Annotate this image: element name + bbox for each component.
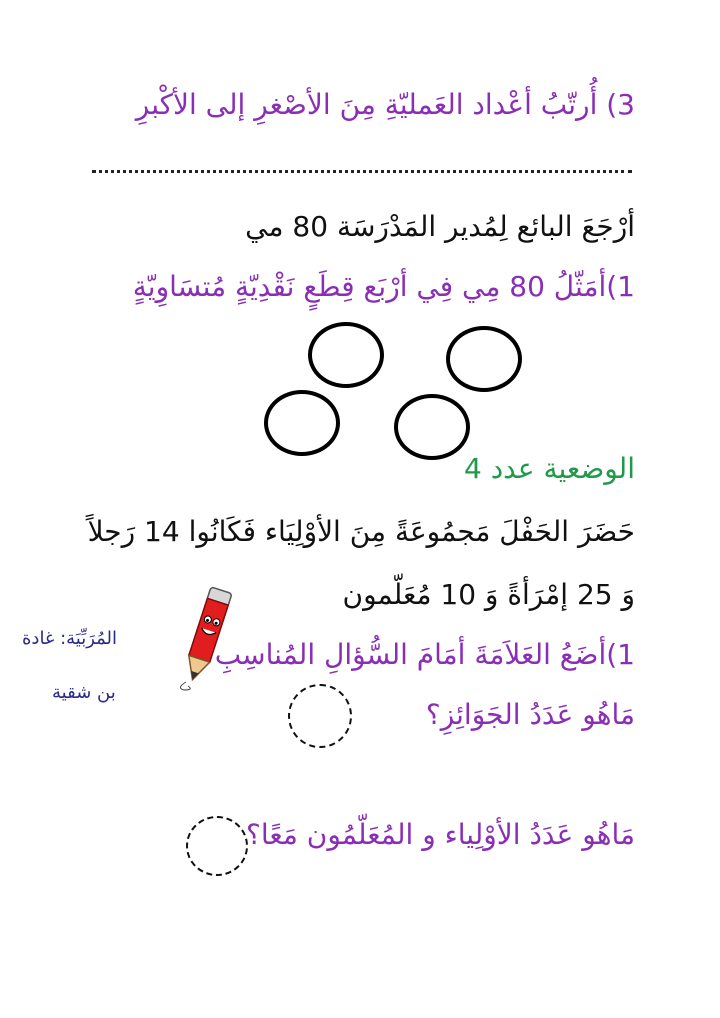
pencil-icon [172,578,242,693]
scenario-text: أرْجَعَ البائع لِمُدير المَدْرَسَة 80 مي [245,210,635,243]
coin-circle-4 [394,394,470,460]
coin-circle-1 [308,322,384,388]
teacher-surname: بن شقية [52,682,116,703]
answer-circle-b[interactable] [186,816,248,876]
answer-circle-a[interactable] [288,684,352,748]
dotted-separator [92,170,632,173]
story-line-2: وَ 25 إمْرَأةً وَ 10 مُعَلّمون [342,578,635,611]
question-b: مَاهُو عَدَدُ الأوْلِياء و المُعَلّمُون مَعًا؟ [246,818,635,851]
story-line-1: حَضَرَ الحَفْلَ مَجمُوعَةً مِنَ الأوْلِيَاء فَكَانُوا 14 رَجلاً [87,515,635,548]
question-1-mark: 1)أضَعُ العَلاَمَةَ أمَامَ السُّؤالِ المُناسِبِ [214,638,635,671]
question-a: مَاهُو عَدَدُ الجَوَائِزِ؟ [425,698,635,731]
question-3-title: 3) أُرتّبُ أعْداد العَمليّةِ مِنَ الأصْغرِ إلى الأكْبرِ [135,88,635,121]
situation-title: الوضعية عدد 4 [463,452,635,485]
teacher-name: المُرَبِّيَة: غادة [22,628,118,649]
coin-circle-3 [264,390,340,456]
question-1-coins: 1)أمَثّلُ 80 مِي فِي أرْبَع قِطَعٍ نَقْدِيّةٍ مُتسَاوِيّةٍ [132,270,635,303]
coin-circle-2 [446,326,522,392]
